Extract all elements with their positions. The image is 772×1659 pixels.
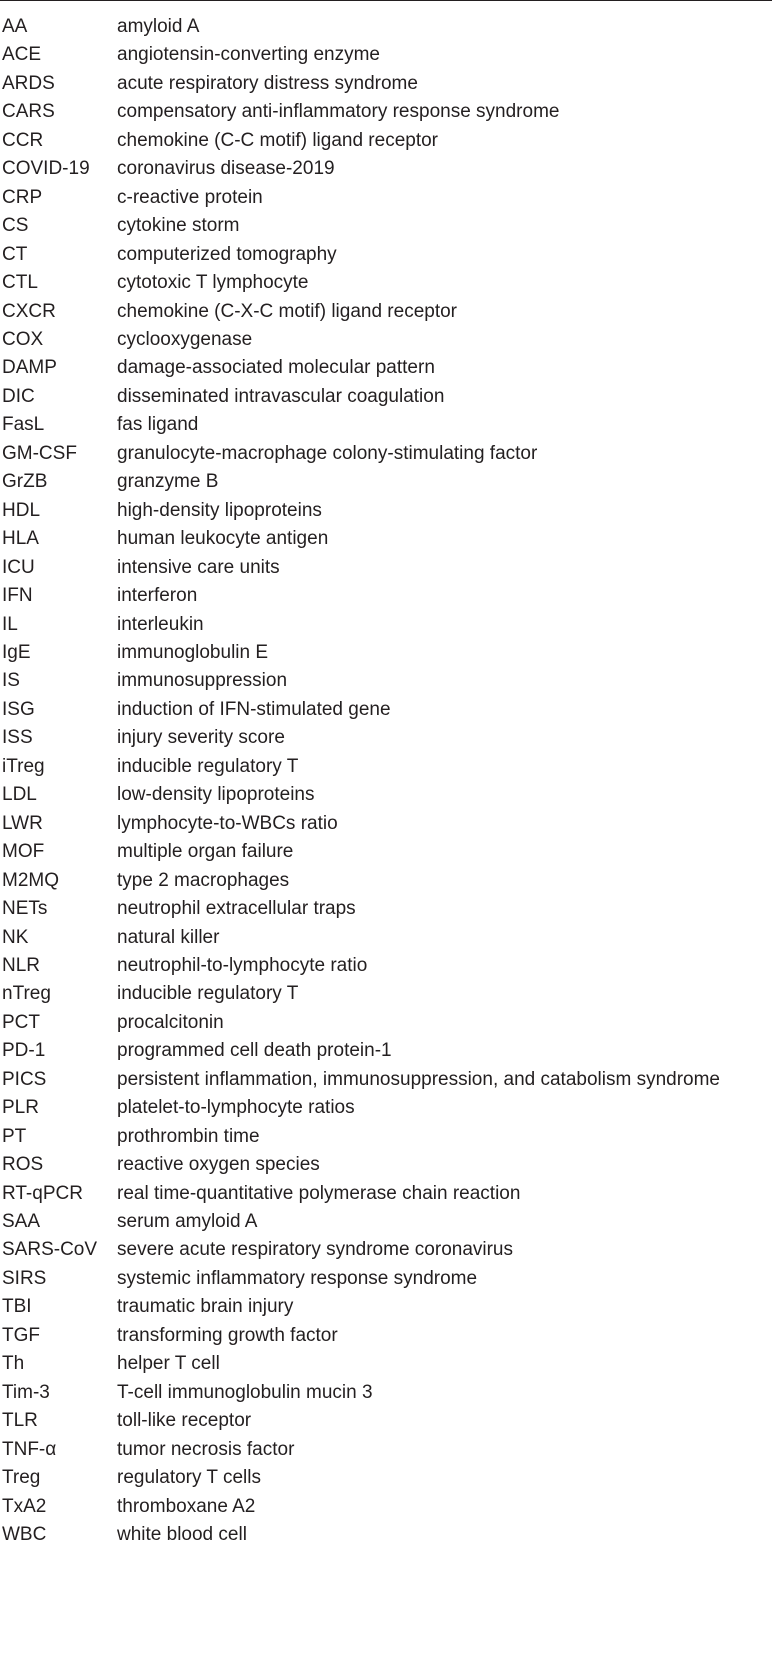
abbreviation-definition: tumor necrosis factor bbox=[117, 1438, 295, 1460]
abbreviation-definition: chemokine (C-C motif) ligand receptor bbox=[117, 129, 439, 151]
abbreviation-definition: cytokine storm bbox=[117, 215, 240, 237]
abbreviation-term: GM-CSF bbox=[2, 442, 77, 464]
abbreviation-term: TGF bbox=[2, 1324, 40, 1346]
abbreviation-row bbox=[2, 497, 767, 525]
abbreviation-definition: helper T cell bbox=[117, 1353, 220, 1375]
abbreviation-term: PLR bbox=[2, 1097, 39, 1119]
abbreviation-term: MOF bbox=[2, 841, 45, 863]
abbreviation-definition: traumatic brain injury bbox=[117, 1296, 294, 1318]
abbreviation-term: SAA bbox=[2, 1211, 41, 1233]
abbreviation-row bbox=[2, 838, 767, 866]
abbreviations-table bbox=[2, 13, 767, 1549]
abbreviation-definition: injury severity score bbox=[117, 727, 285, 749]
abbreviation-row bbox=[2, 184, 767, 212]
abbreviation-term: GrZB bbox=[2, 471, 48, 493]
abbreviation-definition: fas ligand bbox=[117, 414, 199, 436]
abbreviation-definition: compensatory anti-inflammatory response syndrome bbox=[117, 101, 560, 123]
abbreviation-row bbox=[2, 411, 767, 439]
abbreviation-term: Th bbox=[2, 1353, 25, 1375]
abbreviation-term: CXCR bbox=[2, 300, 56, 322]
abbreviation-term: SARS-CoV bbox=[2, 1239, 98, 1261]
abbreviation-definition: immunoglobulin E bbox=[117, 641, 269, 663]
abbreviation-definition: prothrombin time bbox=[117, 1125, 260, 1147]
abbreviation-definition: granulocyte-macrophage colony-stimulating factor bbox=[117, 442, 538, 464]
abbreviation-row bbox=[2, 1123, 767, 1151]
abbreviation-definition: white blood cell bbox=[117, 1524, 247, 1546]
abbreviation-definition: human leukocyte antigen bbox=[117, 528, 329, 550]
abbreviation-row bbox=[2, 212, 767, 240]
abbreviation-term: DAMP bbox=[2, 357, 57, 379]
abbreviation-row bbox=[2, 1037, 767, 1065]
abbreviation-term: CRP bbox=[2, 186, 43, 208]
abbreviation-term: HDL bbox=[2, 499, 41, 521]
abbreviation-term: SIRS bbox=[2, 1267, 47, 1289]
abbreviation-row bbox=[2, 326, 767, 354]
abbreviation-definition: disseminated intravascular coagulation bbox=[117, 385, 445, 407]
abbreviation-definition: real time-quantitative polymerase chain reaction bbox=[117, 1182, 521, 1204]
abbreviation-definition: neutrophil extracellular traps bbox=[117, 898, 356, 920]
abbreviation-row bbox=[2, 810, 767, 838]
abbreviation-definition: intensive care units bbox=[117, 556, 280, 578]
abbreviation-row bbox=[2, 867, 767, 895]
abbreviation-definition: high-density lipoproteins bbox=[117, 499, 322, 521]
abbreviation-row bbox=[2, 753, 767, 781]
abbreviation-definition: induction of IFN-stimulated gene bbox=[117, 698, 391, 720]
abbreviation-row bbox=[2, 1066, 767, 1094]
top-rule bbox=[0, 0, 772, 1]
abbreviation-term: IS bbox=[2, 670, 20, 692]
abbreviation-row bbox=[2, 1407, 767, 1435]
abbreviation-row bbox=[2, 582, 767, 610]
abbreviation-term: ROS bbox=[2, 1154, 44, 1176]
abbreviation-term: CARS bbox=[2, 101, 55, 123]
abbreviation-definition: cyclooxygenase bbox=[117, 328, 253, 350]
abbreviation-term: IgE bbox=[2, 641, 31, 663]
abbreviation-term: CS bbox=[2, 215, 29, 237]
abbreviation-definition: granzyme B bbox=[117, 471, 219, 493]
abbreviation-row bbox=[2, 980, 767, 1008]
abbreviation-row bbox=[2, 468, 767, 496]
abbreviation-term: COVID-19 bbox=[2, 158, 90, 180]
abbreviation-row bbox=[2, 525, 767, 553]
abbreviations-table-body bbox=[2, 13, 767, 1549]
abbreviation-definition: toll-like receptor bbox=[117, 1410, 252, 1432]
abbreviation-term: iTreg bbox=[2, 755, 45, 777]
abbreviation-row bbox=[2, 611, 767, 639]
abbreviation-row bbox=[2, 98, 767, 126]
abbreviation-term: RT-qPCR bbox=[2, 1182, 83, 1204]
abbreviation-term: LWR bbox=[2, 812, 43, 834]
abbreviation-term: CT bbox=[2, 243, 28, 265]
abbreviation-definition: interferon bbox=[117, 585, 198, 607]
abbreviation-term: COX bbox=[2, 328, 44, 350]
abbreviation-term: CCR bbox=[2, 129, 44, 151]
abbreviation-definition: interleukin bbox=[117, 613, 204, 635]
abbreviation-row bbox=[2, 1265, 767, 1293]
abbreviation-definition: damage-associated molecular pattern bbox=[117, 357, 435, 379]
abbreviation-row bbox=[2, 1094, 767, 1122]
abbreviation-row bbox=[2, 70, 767, 98]
abbreviation-term: ACE bbox=[2, 44, 42, 66]
abbreviation-term: IL bbox=[2, 613, 18, 635]
abbreviation-row bbox=[2, 924, 767, 952]
abbreviation-row bbox=[2, 639, 767, 667]
abbreviation-definition: computerized tomography bbox=[117, 243, 337, 265]
abbreviation-row bbox=[2, 1436, 767, 1464]
abbreviation-row bbox=[2, 440, 767, 468]
abbreviation-definition: type 2 macrophages bbox=[117, 869, 290, 891]
abbreviation-term: PD-1 bbox=[2, 1040, 46, 1062]
abbreviation-definition: inducible regulatory T bbox=[117, 983, 299, 1005]
abbreviation-term: IFN bbox=[2, 585, 33, 607]
abbreviation-row bbox=[2, 383, 767, 411]
abbreviation-term: TLR bbox=[2, 1410, 38, 1432]
abbreviation-row bbox=[2, 127, 767, 155]
abbreviation-row bbox=[2, 1180, 767, 1208]
abbreviation-term: ICU bbox=[2, 556, 35, 578]
abbreviation-term: CTL bbox=[2, 272, 38, 294]
abbreviation-row bbox=[2, 696, 767, 724]
abbreviation-row bbox=[2, 241, 767, 269]
abbreviation-definition: reactive oxygen species bbox=[117, 1154, 320, 1176]
abbreviation-term: Tim-3 bbox=[2, 1381, 50, 1403]
abbreviation-definition: angiotensin-converting enzyme bbox=[117, 44, 380, 66]
abbreviation-row bbox=[2, 298, 767, 326]
abbreviation-definition: inducible regulatory T bbox=[117, 755, 299, 777]
abbreviation-definition: multiple organ failure bbox=[117, 841, 294, 863]
abbreviation-term: TxA2 bbox=[2, 1495, 47, 1517]
abbreviation-definition: persistent inflammation, immunosuppression, and catabolism syndrome bbox=[117, 1068, 720, 1090]
abbreviation-definition: procalcitonin bbox=[117, 1011, 224, 1033]
abbreviation-term: ISG bbox=[2, 698, 35, 720]
abbreviation-term: TNF-α bbox=[2, 1438, 57, 1460]
abbreviation-definition: immunosuppression bbox=[117, 670, 288, 692]
abbreviation-row bbox=[2, 781, 767, 809]
abbreviation-definition: severe acute respiratory syndrome coronavirus bbox=[117, 1239, 514, 1261]
abbreviation-row bbox=[2, 1208, 767, 1236]
abbreviation-definition: thromboxane A2 bbox=[117, 1495, 256, 1517]
abbreviation-definition: serum amyloid A bbox=[117, 1211, 258, 1233]
abbreviation-row bbox=[2, 667, 767, 695]
abbreviation-term: LDL bbox=[2, 784, 37, 806]
abbreviation-row bbox=[2, 354, 767, 382]
abbreviation-definition: programmed cell death protein-1 bbox=[117, 1040, 392, 1062]
abbreviation-definition: regulatory T cells bbox=[117, 1467, 261, 1489]
abbreviation-row bbox=[2, 41, 767, 69]
abbreviation-row bbox=[2, 1493, 767, 1521]
abbreviation-row bbox=[2, 1236, 767, 1264]
abbreviation-definition: acute respiratory distress syndrome bbox=[117, 72, 418, 94]
abbreviation-term: NK bbox=[2, 926, 29, 948]
abbreviation-term: M2MQ bbox=[2, 869, 59, 891]
abbreviation-definition: transforming growth factor bbox=[117, 1324, 338, 1346]
abbreviation-definition: platelet-to-lymphocyte ratios bbox=[117, 1097, 355, 1119]
abbreviation-definition: chemokine (C-X-C motif) ligand receptor bbox=[117, 300, 458, 322]
abbreviation-definition: T-cell immunoglobulin mucin 3 bbox=[117, 1381, 373, 1403]
abbreviation-term: PICS bbox=[2, 1068, 47, 1090]
abbreviation-row bbox=[2, 1464, 767, 1492]
abbreviation-row bbox=[2, 1293, 767, 1321]
abbreviation-row bbox=[2, 1521, 767, 1549]
abbreviation-row bbox=[2, 952, 767, 980]
abbreviation-term: ISS bbox=[2, 727, 33, 749]
abbreviation-definition: lymphocyte-to-WBCs ratio bbox=[117, 812, 338, 834]
abbreviation-term: FasL bbox=[2, 414, 45, 436]
abbreviation-row bbox=[2, 13, 767, 41]
abbreviation-row bbox=[2, 1350, 767, 1378]
abbreviation-term: DIC bbox=[2, 385, 35, 407]
abbreviation-row bbox=[2, 269, 767, 297]
abbreviation-term: NLR bbox=[2, 954, 41, 976]
abbreviation-row bbox=[2, 1379, 767, 1407]
abbreviation-definition: cytotoxic T lymphocyte bbox=[117, 272, 309, 294]
abbreviation-definition: natural killer bbox=[117, 926, 220, 948]
abbreviation-row bbox=[2, 155, 767, 183]
abbreviation-term: PCT bbox=[2, 1011, 40, 1033]
abbreviation-term: nTreg bbox=[2, 983, 51, 1005]
abbreviation-row bbox=[2, 1151, 767, 1179]
abbreviation-definition: c-reactive protein bbox=[117, 186, 263, 208]
abbreviation-term: NETs bbox=[2, 898, 48, 920]
abbreviation-definition: neutrophil-to-lymphocyte ratio bbox=[117, 954, 368, 976]
abbreviation-term: PT bbox=[2, 1125, 27, 1147]
abbreviation-term: WBC bbox=[2, 1524, 47, 1546]
abbreviation-row bbox=[2, 724, 767, 752]
abbreviation-definition: coronavirus disease-2019 bbox=[117, 158, 335, 180]
abbreviation-definition: low-density lipoproteins bbox=[117, 784, 315, 806]
abbreviation-row bbox=[2, 1009, 767, 1037]
abbreviation-row bbox=[2, 1322, 767, 1350]
abbreviation-row bbox=[2, 895, 767, 923]
abbreviation-definition: amyloid A bbox=[117, 16, 200, 37]
abbreviation-term: ARDS bbox=[2, 72, 55, 94]
abbreviation-term: Treg bbox=[2, 1467, 41, 1489]
abbreviation-definition: systemic inflammatory response syndrome bbox=[117, 1267, 478, 1289]
abbreviation-row bbox=[2, 554, 767, 582]
abbreviation-term: AA bbox=[2, 16, 28, 37]
abbreviation-term: TBI bbox=[2, 1296, 32, 1318]
abbreviation-term: HLA bbox=[2, 528, 39, 550]
